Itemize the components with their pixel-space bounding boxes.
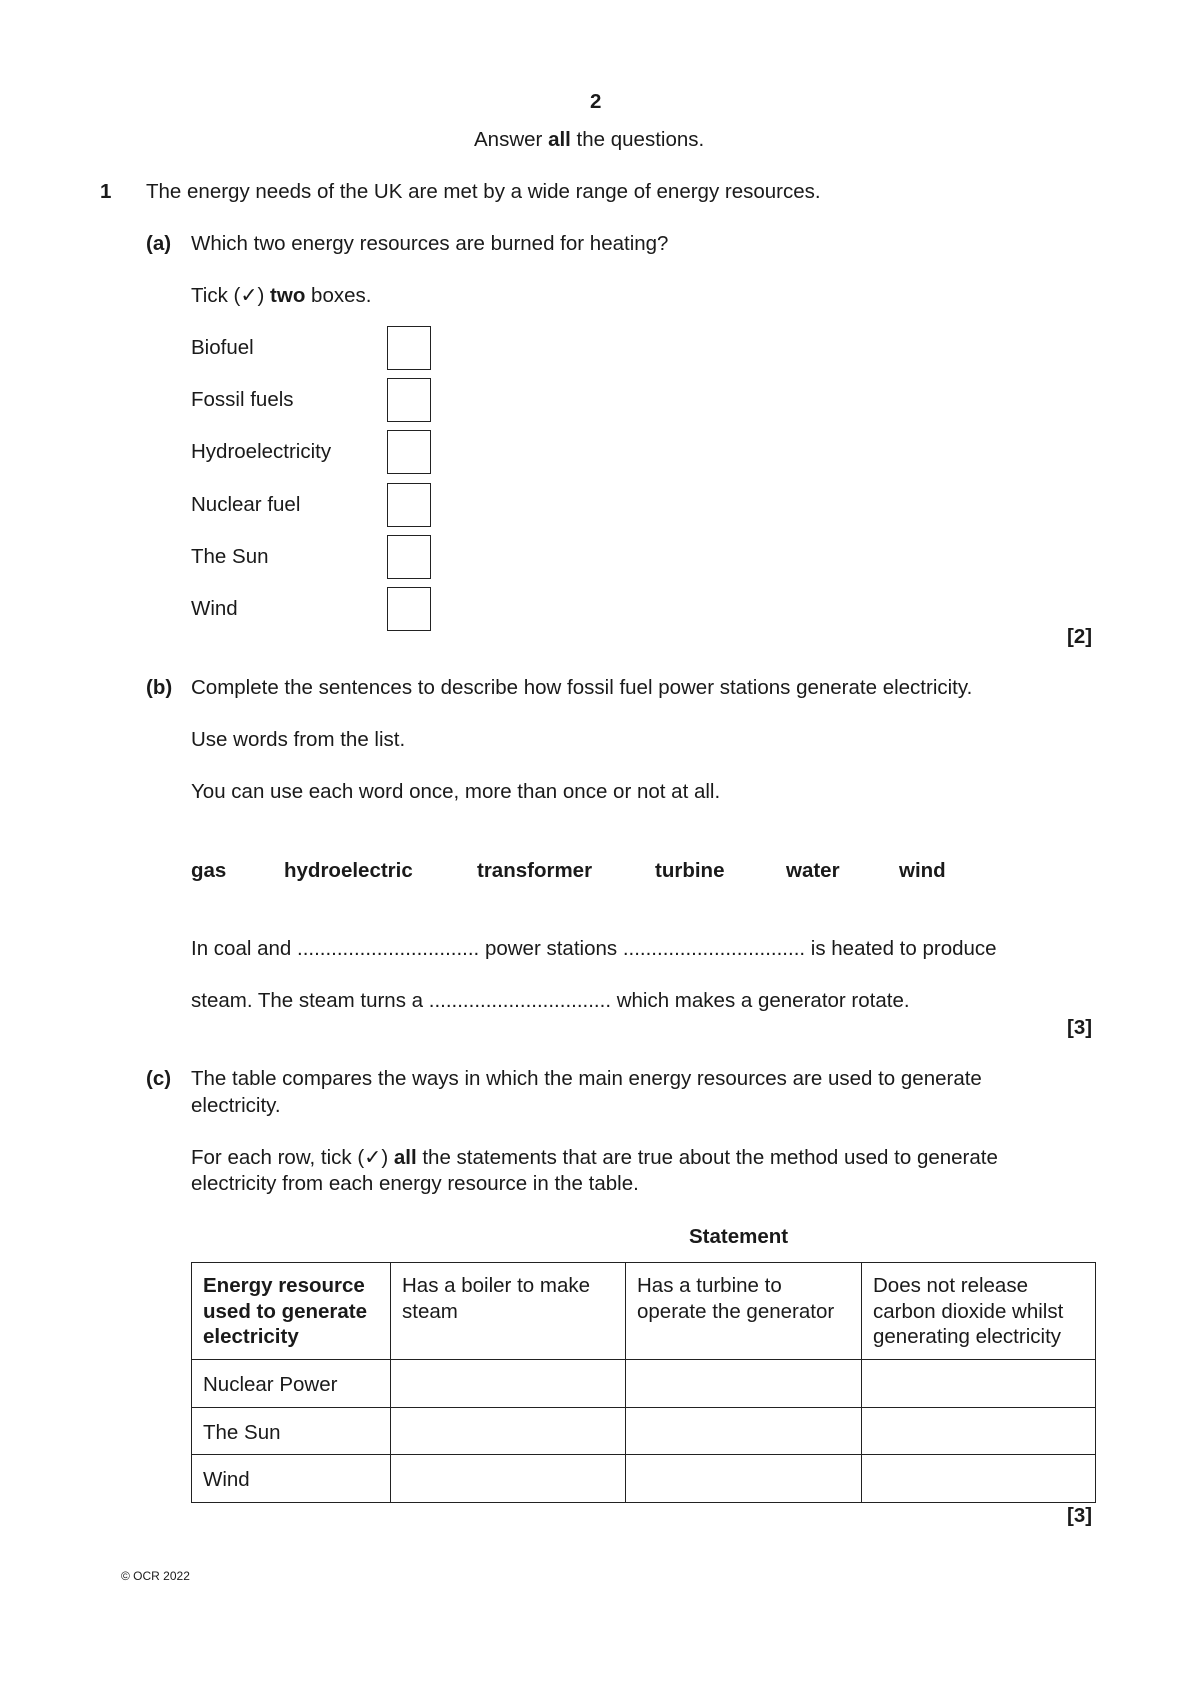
- tick-emphasis: two: [270, 284, 306, 307]
- part-c-label: (c): [146, 1067, 172, 1090]
- option-label-fossil-fuels: Fossil fuels: [191, 388, 294, 411]
- question-number: 1: [100, 180, 112, 203]
- page-number: 2: [590, 90, 602, 113]
- tick-cell-wind-no-co2[interactable]: [862, 1455, 1096, 1503]
- header-statement-boiler: Has a boiler to make steam: [391, 1263, 626, 1360]
- part-c-question-line-1: The table compares the ways in which the main energy resources are used to generate: [191, 1067, 982, 1090]
- fill-in-sentence-line-1[interactable]: In coal and ................................ power stations ................................ is heated to produce: [191, 937, 997, 960]
- part-a-tick-instruction: [191, 286, 371, 307]
- tick-cell-wind-turbine[interactable]: [626, 1455, 862, 1503]
- option-label-biofuel: Biofuel: [191, 336, 254, 359]
- checkbox-the-sun[interactable]: [387, 535, 431, 579]
- instruction-emphasis: all: [548, 128, 571, 151]
- tick-cell-sun-boiler[interactable]: [391, 1407, 626, 1455]
- instruction-text-end: the questions.: [570, 128, 705, 151]
- part-a-label: (a): [146, 232, 172, 255]
- checkbox-fossil-fuels[interactable]: [387, 378, 431, 422]
- question-stem: The energy needs of the UK are met by a wide range of energy resources.: [146, 180, 821, 203]
- part-b-label: (b): [146, 676, 173, 699]
- checkbox-nuclear-fuel[interactable]: [387, 483, 431, 527]
- tick-emphasis: all: [393, 1146, 417, 1169]
- option-label-nuclear-fuel: Nuclear fuel: [191, 493, 301, 516]
- word-list-item: turbine: [655, 859, 725, 882]
- checkbox-biofuel[interactable]: [387, 326, 431, 370]
- table-row: [192, 1407, 1096, 1455]
- table-caption: Statement: [689, 1225, 789, 1248]
- statement-table: [191, 1262, 1096, 1503]
- general-instruction: [474, 130, 704, 151]
- tick-cell-sun-no-co2[interactable]: [862, 1407, 1096, 1455]
- word-list-item: gas: [191, 859, 227, 882]
- tick-text-end: the statements that are true about the method used to generate: [416, 1146, 998, 1169]
- word-list-item: hydroelectric: [284, 859, 413, 882]
- fill-in-sentence-line-2[interactable]: steam. The steam turns a ................................ which makes a generator rotate.: [191, 989, 910, 1012]
- option-label-hydroelectricity: Hydroelectricity: [191, 440, 332, 463]
- word-list-item: wind: [899, 859, 946, 882]
- part-c-marks: [3]: [1067, 1504, 1093, 1527]
- tick-text-end: boxes.: [305, 284, 372, 307]
- tick-cell-nuclear-boiler[interactable]: [391, 1359, 626, 1407]
- tick-cell-nuclear-turbine[interactable]: [626, 1359, 862, 1407]
- row-label-wind: Wind: [192, 1455, 391, 1503]
- tick-text: Tick (✓): [191, 284, 271, 307]
- part-c-tick-instruction: [191, 1148, 998, 1169]
- row-label-nuclear-power: Nuclear Power: [192, 1359, 391, 1407]
- tick-cell-nuclear-no-co2[interactable]: [862, 1359, 1096, 1407]
- part-a-question: Which two energy resources are burned for heating?: [191, 232, 669, 255]
- part-c-tick-instruction-line-2: electricity from each energy resource in the table.: [191, 1172, 639, 1195]
- tick-text: For each row, tick (✓): [191, 1146, 394, 1169]
- instruction-text: Answer: [474, 128, 549, 151]
- checkbox-wind[interactable]: [387, 587, 431, 631]
- word-list-item: water: [786, 859, 840, 882]
- option-label-wind: Wind: [191, 597, 238, 620]
- table-row: [192, 1455, 1096, 1503]
- tick-cell-wind-boiler[interactable]: [391, 1455, 626, 1503]
- word-list-item: transformer: [477, 859, 593, 882]
- copyright-footer: © OCR 2022: [121, 1569, 190, 1583]
- part-b-instruction-1: Use words from the list.: [191, 728, 406, 751]
- header-energy-resource: Energy resource used to generate electricity: [192, 1263, 391, 1360]
- option-label-the-sun: The Sun: [191, 545, 269, 568]
- checkbox-hydroelectricity[interactable]: [387, 430, 431, 474]
- part-b-marks: [3]: [1067, 1016, 1093, 1039]
- part-b-question: Complete the sentences to describe how fossil fuel power stations generate electricity.: [191, 676, 973, 699]
- header-statement-no-co2: Does not release carbon dioxide whilst generating electricity: [862, 1263, 1096, 1360]
- part-c-question-line-2: electricity.: [191, 1094, 281, 1117]
- part-b-instruction-2: You can use each word once, more than once or not at all.: [191, 780, 721, 803]
- part-a-marks: [2]: [1067, 625, 1093, 648]
- row-label-the-sun: The Sun: [192, 1407, 391, 1455]
- table-row: [192, 1359, 1096, 1407]
- header-statement-turbine: Has a turbine to operate the generator: [626, 1263, 862, 1360]
- tick-cell-sun-turbine[interactable]: [626, 1407, 862, 1455]
- table-header-row: [192, 1263, 1096, 1360]
